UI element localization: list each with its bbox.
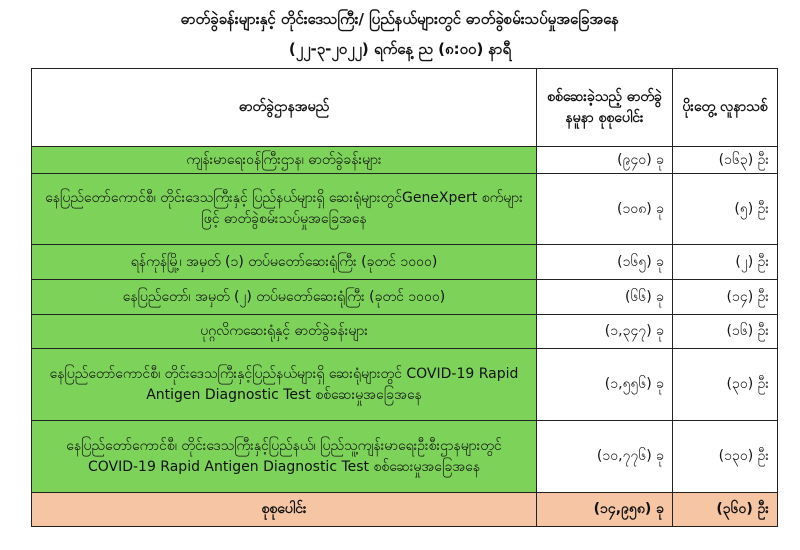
total-positive: (၃၆၀) ဦး	[673, 493, 778, 527]
row-positive: (၁၃၀) ဦး	[673, 421, 778, 493]
table-row	[32, 280, 778, 315]
header-positive: ပိုးတွေ့ လူနာသစ်	[673, 69, 778, 147]
table-row	[32, 147, 778, 174]
table-row	[32, 349, 778, 421]
row-positive: (၁၄) ဦး	[673, 280, 778, 315]
header-tested: စစ်ဆေးခဲ့သည့် ဓာတ်ခွဲနမူနာ စုစုပေါင်း	[537, 69, 673, 147]
row-positive: (၁၆) ဦး	[673, 315, 778, 349]
table-row	[32, 245, 778, 280]
row-positive: (၃၀) ဦး	[673, 349, 778, 421]
title-line-2: (၂၂-၃-၂၀၂၂) ရက်နေ့ ည (၈:၀၀) နာရီ	[288, 40, 512, 58]
total-label: စုစုပေါင်း	[32, 493, 537, 527]
header-lab-name: ဓာတ်ခွဲဌာနအမည်	[32, 69, 537, 147]
table-row	[32, 315, 778, 349]
row-tested: (၁၀,၇၇၆) ခု	[537, 421, 673, 493]
row-tested: (၉၄၀) ခု	[537, 147, 673, 174]
row-tested: (၁၆၅) ခု	[537, 245, 673, 280]
row-positive: (၂) ဦး	[673, 245, 778, 280]
row-positive: (၅) ဦး	[673, 174, 778, 245]
row-tested: (၁,၃၄၇) ခု	[537, 315, 673, 349]
title-line-1: ဓာတ်ခွဲခန်းများနှင့် တိုင်းဒေသကြီး/ ပြည်နယ်များတွင် ဓာတ်ခွဲစမ်းသပ်မှုအခြေအနေ	[180, 10, 620, 28]
row-tested: (၁,၅၅၆) ခု	[537, 349, 673, 421]
total-row	[32, 493, 778, 527]
row-name: နေပြည်တော်၊ အမှတ် (၂) တပ်မတော်ဆေးရုံကြီး (ခုတင် ၁၀၀၀)	[32, 280, 537, 315]
row-name: နေပြည်တော်ကောင်စီ၊ တိုင်းဒေသကြီးနှင့်ပြည်နယ်များရှိ ဆေးရုံများတွင် COVID-19 Rapid Antigen Diagnostic Test စစ်ဆေးမှုအခြေအနေ	[32, 349, 537, 421]
row-name: ရန်ကုန်မြို့၊ အမှတ် (၁) တပ်မတော်ဆေးရုံကြီး (ခုတင် ၁၀၀၀)	[32, 245, 537, 280]
row-positive: (၁၆၃) ဦး	[673, 147, 778, 174]
row-name: ကျန်းမာရေးဝန်ကြီးဌာန၊ ဓာတ်ခွဲခန်းများ	[32, 147, 537, 174]
testing-table	[31, 68, 778, 527]
row-name: ပုဂ္ဂလိကဆေးရုံနှင့် ဓာတ်ခွဲခန်းများ	[32, 315, 537, 349]
row-name: နေပြည်တော်ကောင်စီ၊ တိုင်းဒေသကြီးနှင့် ပြည်နယ်များရှိ ဆေးရုံများတွင်GeneXpert စက်များဖြင့် ဓာတ်ခွဲစမ်းသပ်မှုအခြေအနေ	[32, 174, 537, 245]
row-tested: (၁၀၈) ခု	[537, 174, 673, 245]
row-name: နေပြည်တော်ကောင်စီ၊ တိုင်းဒေသကြီးနှင့်ပြည်နယ်၊ ပြည်သူ့ကျန်းမာရေးဦးစီးဌာနများတွင် COVID-19 Rapid Antigen Diagnostic Test စစ်ဆေးမှုအခြေအနေ	[32, 421, 537, 493]
table-row	[32, 421, 778, 493]
total-tested: (၁၄,၉၅၈) ခု	[537, 493, 673, 527]
row-tested: (၆၆) ခု	[537, 280, 673, 315]
table-row	[32, 174, 778, 245]
